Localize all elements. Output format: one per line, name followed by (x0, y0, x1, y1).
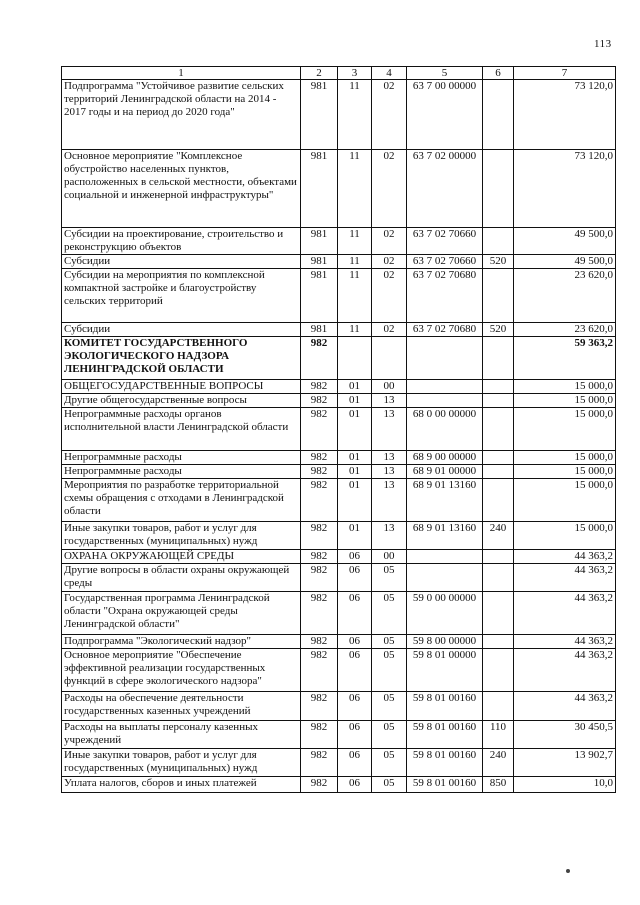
row-target-article (407, 337, 483, 380)
row-expense-type (483, 228, 514, 255)
row-subsection: 05 (372, 649, 407, 692)
table-row (62, 692, 616, 721)
row-amount: 73 120,0 (514, 150, 616, 228)
row-expense-type (483, 408, 514, 451)
row-subsection: 05 (372, 592, 407, 635)
row-amount: 49 500,0 (514, 228, 616, 255)
row-subsection: 02 (372, 323, 407, 337)
row-section: 06 (338, 592, 372, 635)
row-expense-type: 520 (483, 323, 514, 337)
table-row (62, 777, 616, 793)
row-section: 11 (338, 255, 372, 269)
row-expense-type: 850 (483, 777, 514, 793)
row-name: Субсидии на проектирование, строительство и реконструкцию объектов (62, 228, 301, 255)
row-amount: 44 363,2 (514, 649, 616, 692)
row-expense-type (483, 337, 514, 380)
row-target-article: 59 8 01 00160 (407, 777, 483, 793)
row-expense-type (483, 692, 514, 721)
row-ministry-code: 982 (301, 550, 338, 564)
row-section: 06 (338, 635, 372, 649)
row-amount: 44 363,2 (514, 635, 616, 649)
row-target-article: 68 0 00 00000 (407, 408, 483, 451)
row-expense-type (483, 80, 514, 150)
row-section: 06 (338, 692, 372, 721)
row-ministry-code: 981 (301, 150, 338, 228)
col-header: 3 (338, 67, 372, 80)
row-section: 11 (338, 228, 372, 255)
col-header: 6 (483, 67, 514, 80)
row-ministry-code: 982 (301, 649, 338, 692)
row-name: Иные закупки товаров, работ и услуг для государственных (муниципальных) нужд (62, 522, 301, 550)
row-name: Государственная программа Ленинградской области "Охрана окружающей среды Ленинградской области" (62, 592, 301, 635)
row-target-article (407, 564, 483, 592)
row-subsection: 02 (372, 150, 407, 228)
row-expense-type (483, 550, 514, 564)
row-amount: 23 620,0 (514, 323, 616, 337)
row-name: Мероприятия по разработке территориальной схемы обращения с отходами в Ленинградской области (62, 479, 301, 522)
row-ministry-code: 982 (301, 337, 338, 380)
row-target-article: 63 7 02 70660 (407, 255, 483, 269)
row-section: 01 (338, 465, 372, 479)
row-target-article: 68 9 01 13160 (407, 479, 483, 522)
row-expense-type (483, 394, 514, 408)
row-expense-type: 240 (483, 749, 514, 777)
page-number: 113 (594, 38, 612, 50)
row-subsection: 00 (372, 380, 407, 394)
row-amount: 15 000,0 (514, 465, 616, 479)
row-ministry-code: 982 (301, 451, 338, 465)
col-header: 1 (62, 67, 301, 80)
row-subsection: 13 (372, 408, 407, 451)
budget-table (61, 66, 616, 793)
table-row (62, 451, 616, 465)
row-target-article: 59 8 01 00160 (407, 692, 483, 721)
row-expense-type (483, 592, 514, 635)
row-amount: 30 450,5 (514, 721, 616, 749)
col-header: 5 (407, 67, 483, 80)
row-subsection: 13 (372, 465, 407, 479)
row-name: Основное мероприятие "Обеспечение эффективной реализации государственных функций в сфере экологического надзора" (62, 649, 301, 692)
row-ministry-code: 982 (301, 721, 338, 749)
table-row (62, 522, 616, 550)
row-ministry-code: 982 (301, 465, 338, 479)
row-ministry-code: 981 (301, 269, 338, 323)
row-amount: 15 000,0 (514, 394, 616, 408)
row-section: 11 (338, 323, 372, 337)
row-name: ОБЩЕГОСУДАРСТВЕННЫЕ ВОПРОСЫ (62, 380, 301, 394)
row-ministry-code: 982 (301, 408, 338, 451)
table-row (62, 564, 616, 592)
row-subsection (372, 337, 407, 380)
row-expense-type (483, 479, 514, 522)
table-row (62, 323, 616, 337)
table-row (62, 394, 616, 408)
row-target-article: 63 7 00 00000 (407, 80, 483, 150)
row-ministry-code: 982 (301, 592, 338, 635)
table-row (62, 749, 616, 777)
row-section: 01 (338, 451, 372, 465)
row-ministry-code: 981 (301, 80, 338, 150)
row-section: 11 (338, 269, 372, 323)
row-expense-type: 240 (483, 522, 514, 550)
row-amount: 44 363,2 (514, 592, 616, 635)
scan-speck (566, 869, 570, 873)
table-row (62, 255, 616, 269)
row-expense-type (483, 649, 514, 692)
row-name: Подпрограмма "Устойчивое развитие сельских территорий Ленинградской области на 2014 - 2017 годы и на период до 2020 года" (62, 80, 301, 150)
row-name: Расходы на выплаты персоналу казенных учреждений (62, 721, 301, 749)
row-name: Основное мероприятие "Комплексное обустройство населенных пунктов, расположенных в сельской местности, объектами социальной и инженерной инфраструктуры" (62, 150, 301, 228)
row-expense-type (483, 150, 514, 228)
row-amount: 49 500,0 (514, 255, 616, 269)
row-subsection: 05 (372, 692, 407, 721)
table-row (62, 228, 616, 255)
row-amount: 15 000,0 (514, 522, 616, 550)
row-target-article (407, 550, 483, 564)
row-target-article: 68 9 01 13160 (407, 522, 483, 550)
row-amount: 23 620,0 (514, 269, 616, 323)
row-name: Иные закупки товаров, работ и услуг для государственных (муниципальных) нужд (62, 749, 301, 777)
row-subsection: 13 (372, 451, 407, 465)
row-amount: 44 363,2 (514, 550, 616, 564)
row-name: Субсидии (62, 323, 301, 337)
row-subsection: 02 (372, 228, 407, 255)
row-expense-type: 110 (483, 721, 514, 749)
row-expense-type (483, 269, 514, 323)
row-expense-type (483, 451, 514, 465)
row-subsection: 02 (372, 255, 407, 269)
row-amount: 13 902,7 (514, 749, 616, 777)
row-name: Субсидии (62, 255, 301, 269)
table-row (62, 465, 616, 479)
row-target-article: 59 8 00 00000 (407, 635, 483, 649)
table-row (62, 635, 616, 649)
row-target-article: 63 7 02 70680 (407, 269, 483, 323)
row-subsection: 13 (372, 394, 407, 408)
row-section: 06 (338, 649, 372, 692)
row-target-article (407, 380, 483, 394)
row-section: 01 (338, 522, 372, 550)
row-section: 01 (338, 394, 372, 408)
row-amount: 15 000,0 (514, 408, 616, 451)
row-ministry-code: 982 (301, 749, 338, 777)
row-ministry-code: 982 (301, 777, 338, 793)
row-ministry-code: 982 (301, 522, 338, 550)
row-target-article: 68 9 01 00000 (407, 465, 483, 479)
row-subsection: 05 (372, 777, 407, 793)
row-target-article: 68 9 00 00000 (407, 451, 483, 465)
row-subsection: 05 (372, 635, 407, 649)
table-row (62, 380, 616, 394)
row-section: 06 (338, 749, 372, 777)
row-subsection: 13 (372, 522, 407, 550)
table-row (62, 721, 616, 749)
table-row (62, 80, 616, 150)
row-amount: 73 120,0 (514, 80, 616, 150)
row-name: Другие вопросы в области охраны окружающей среды (62, 564, 301, 592)
row-name: Непрограммные расходы органов исполнительной власти Ленинградской области (62, 408, 301, 451)
row-amount: 44 363,2 (514, 564, 616, 592)
row-amount: 15 000,0 (514, 479, 616, 522)
row-amount: 59 363,2 (514, 337, 616, 380)
row-name: КОМИТЕТ ГОСУДАРСТВЕННОГО ЭКОЛОГИЧЕСКОГО НАДЗОРА ЛЕНИНГРАДСКОЙ ОБЛАСТИ (62, 337, 301, 380)
row-section: 01 (338, 408, 372, 451)
row-ministry-code: 981 (301, 255, 338, 269)
row-target-article: 59 0 00 00000 (407, 592, 483, 635)
row-section: 06 (338, 564, 372, 592)
row-amount: 15 000,0 (514, 380, 616, 394)
row-section: 06 (338, 721, 372, 749)
table-row (62, 649, 616, 692)
row-name: Расходы на обеспечение деятельности государственных казенных учреждений (62, 692, 301, 721)
row-target-article: 63 7 02 00000 (407, 150, 483, 228)
row-ministry-code: 982 (301, 564, 338, 592)
row-name: ОХРАНА ОКРУЖАЮЩЕЙ СРЕДЫ (62, 550, 301, 564)
row-subsection: 13 (372, 479, 407, 522)
row-expense-type (483, 564, 514, 592)
row-amount: 15 000,0 (514, 451, 616, 465)
row-ministry-code: 982 (301, 380, 338, 394)
row-section: 01 (338, 380, 372, 394)
row-ministry-code: 981 (301, 228, 338, 255)
header-row (62, 67, 616, 80)
row-target-article: 59 8 01 00000 (407, 649, 483, 692)
col-header: 4 (372, 67, 407, 80)
col-header: 7 (514, 67, 616, 80)
col-header: 2 (301, 67, 338, 80)
row-subsection: 05 (372, 721, 407, 749)
row-section: 01 (338, 479, 372, 522)
table-row (62, 479, 616, 522)
row-subsection: 05 (372, 749, 407, 777)
row-section: 06 (338, 777, 372, 793)
table-body (62, 80, 616, 793)
row-expense-type (483, 465, 514, 479)
table-row (62, 269, 616, 323)
row-ministry-code: 982 (301, 394, 338, 408)
row-name: Непрограммные расходы (62, 451, 301, 465)
row-name: Другие общегосударственные вопросы (62, 394, 301, 408)
row-name: Подпрограмма "Экологический надзор" (62, 635, 301, 649)
row-section (338, 337, 372, 380)
row-subsection: 02 (372, 269, 407, 323)
table-row (62, 550, 616, 564)
row-section: 11 (338, 150, 372, 228)
row-ministry-code: 981 (301, 323, 338, 337)
row-target-article: 63 7 02 70660 (407, 228, 483, 255)
row-name: Уплата налогов, сборов и иных платежей (62, 777, 301, 793)
row-expense-type (483, 380, 514, 394)
row-ministry-code: 982 (301, 635, 338, 649)
row-amount: 44 363,2 (514, 692, 616, 721)
table-row (62, 592, 616, 635)
row-expense-type: 520 (483, 255, 514, 269)
table-row (62, 150, 616, 228)
table-row (62, 337, 616, 380)
row-subsection: 05 (372, 564, 407, 592)
row-section: 11 (338, 80, 372, 150)
row-amount: 10,0 (514, 777, 616, 793)
row-name: Непрограммные расходы (62, 465, 301, 479)
row-subsection: 00 (372, 550, 407, 564)
table-row (62, 408, 616, 451)
row-ministry-code: 982 (301, 479, 338, 522)
row-target-article (407, 394, 483, 408)
row-subsection: 02 (372, 80, 407, 150)
row-target-article: 63 7 02 70680 (407, 323, 483, 337)
row-section: 06 (338, 550, 372, 564)
row-expense-type (483, 635, 514, 649)
row-name: Субсидии на мероприятия по комплексной компактной застройке и благоустройству сельских территорий (62, 269, 301, 323)
row-target-article: 59 8 01 00160 (407, 721, 483, 749)
row-target-article: 59 8 01 00160 (407, 749, 483, 777)
row-ministry-code: 982 (301, 692, 338, 721)
